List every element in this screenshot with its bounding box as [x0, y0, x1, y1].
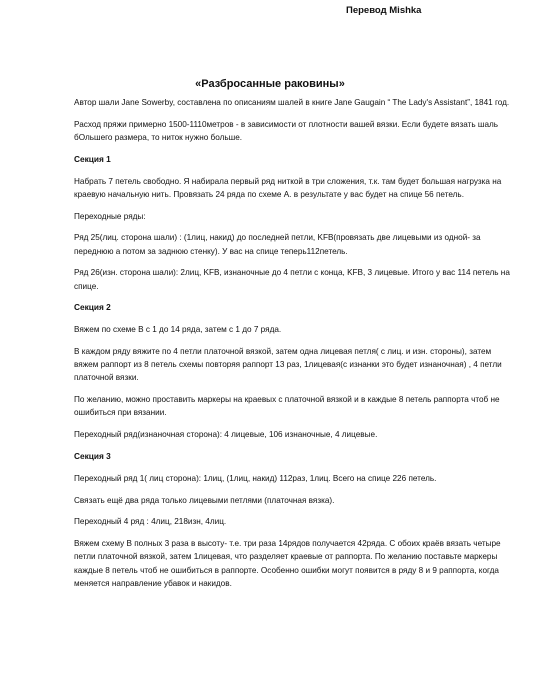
section-3-paragraph: Переходный 4 ряд : 4лиц, 218изн, 4лиц. [74, 517, 227, 527]
section-3-paragraph: Вяжем схему В полных 3 раза в высоту- т.е. три раза 14рядов получается 42ряда. С обоих краёв вязать четыре петли платочной вязкой, затем 1лицевая, что разделяет краевые от раппорта. По желанию поставьте маркеры каждые 8 петель чтоб не ошибиться в раппорте. Особенно ошибки могут появится в ряду 8 и 9 раппорта, когда меняется направление убавок и накидов. [74, 539, 501, 588]
yarn-paragraph: Расход пряжи примерно 1500-1110метров - в зависимости от плотности вашей вязки. Если будете вязать шаль бОльшего размера, то ниток нужно больше. [74, 119, 499, 142]
translator-credit: Перевод Mishka [346, 5, 422, 16]
section-2-paragraph: По желанию, можно проставить маркеры на краевых с платочной вязкой и в каждые 8 петель раппорта чтоб не ошибиться при вязании. [74, 395, 500, 418]
document-body [74, 96, 514, 599]
section-3-heading: Секция 3 [74, 450, 111, 461]
section-1-heading: Секция 1 [74, 153, 111, 164]
section-2-paragraph: В каждом ряду вяжите по 4 петли платочной вязкой, затем одна лицевая петля( с лиц. и изн. стороны), затем вяжем раппорт из 8 петель схемы повторяя раппорт 13 раз, 1лицевая(с изнанки это будет изнаночная) , 4 петли платочной вязки. [74, 346, 502, 383]
section-1-paragraph: Ряд 25(лиц. сторона шали) : (1лиц, накид) до последней петли, KFB(провязать две лицевыми из одной- за переднюю а потом за заднюю стенку). У вас на спице теперь112петель. [74, 233, 481, 256]
document-title: «Разбросанные раковины» [195, 78, 345, 90]
section-2-paragraph: Вяжем по схеме В с 1 до 14 ряда, затем с 1 до 7 ряда. [74, 325, 282, 335]
section-1-paragraph: Переходные ряды: [74, 211, 146, 221]
section-2-heading: Секция 2 [74, 302, 111, 313]
section-3-paragraph: Переходный ряд 1( лиц сторона): 1лиц, (1лиц, накид) 112раз, 1лиц. Всего на спице 226 петель. [74, 473, 437, 483]
section-2-paragraph: Переходный ряд(изнаночная сторона): 4 лицевые, 106 изнаночные, 4 лицевые. [74, 430, 378, 440]
author-paragraph: Автор шали Jane Sowerby, составлена по описаниям шалей в книге Jane Gaugain “ The Lady's Assistant”, 1841 год. [74, 98, 510, 107]
section-1-paragraph: Набрать 7 петель свободно. Я набирала первый ряд ниткой в три сложения, т.к. там будет большая нагрузка на краевую начальную нить. Провязать 24 ряда по схеме А. в результате у вас будет на спице 56 петель. [74, 176, 502, 199]
section-3-paragraph: Связать ещё два ряда только лицевыми петлями (платочная вязка). [74, 495, 335, 505]
section-1-paragraph: Ряд 26(изн. сторона шали): 2лиц, KFB, изнаночные до 4 петли с конца, KFB, 3 лицевые. Итого у вас 114 петель на спице. [74, 268, 510, 291]
